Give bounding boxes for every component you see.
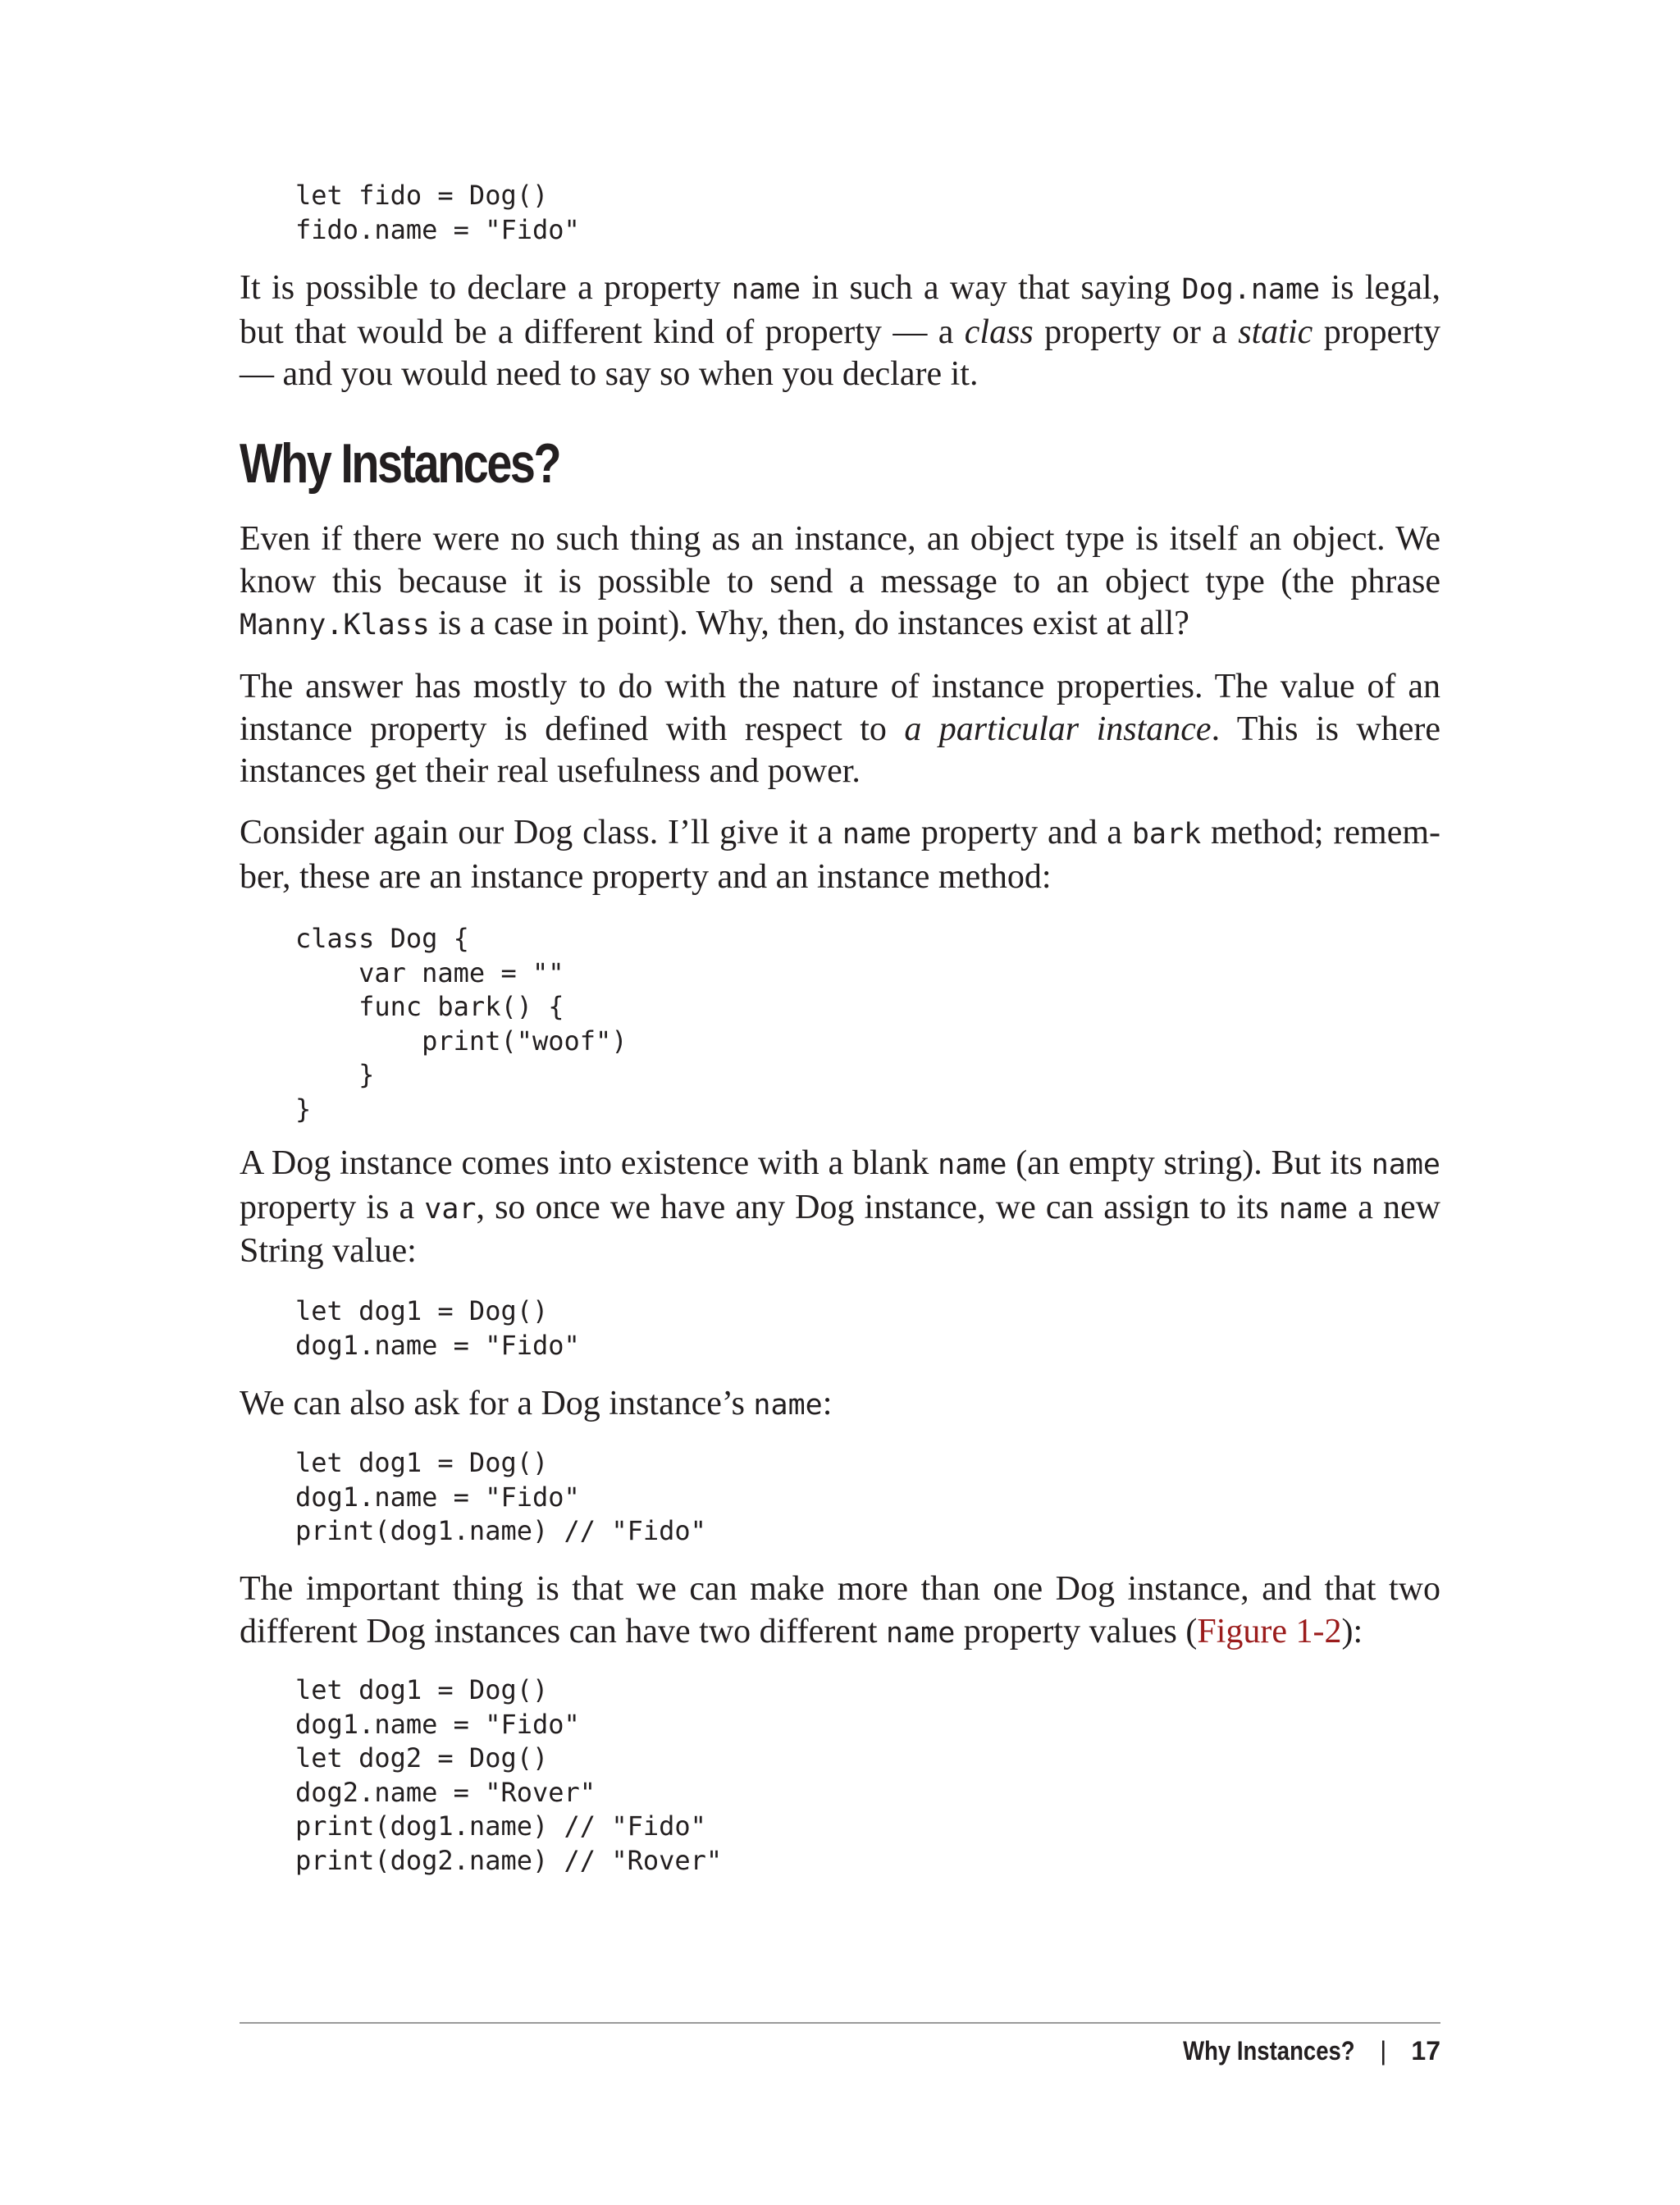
text: property or a [1033, 313, 1239, 351]
page-footer [1155, 2033, 1440, 2069]
emphasis: class [964, 313, 1034, 351]
figure-reference-link[interactable]: Figure 1-2 [1197, 1612, 1342, 1650]
section-heading: Why Instances? [240, 432, 560, 495]
paragraph-static-property [240, 267, 1440, 396]
inline-code: Manny.Klass [240, 609, 430, 641]
emphasis: a particular instance [904, 710, 1212, 748]
inline-code: name [753, 1389, 823, 1422]
text: Consider again our Dog class. I’ll give it a [240, 814, 842, 851]
text: property — and you would need to say so when you declare it. [240, 313, 1440, 393]
paragraph-instance-properties [240, 666, 1440, 793]
text: : [822, 1385, 833, 1422]
inline-code: var [424, 1192, 477, 1226]
code-block-two-dogs: let dog1 = Dog() dog1.name = "Fido" let dog2 = Dog() dog2.name = "Rover" print(dog1.name) // "Fido" print(dog2.name) // "Rover" [295, 1674, 723, 1876]
text: is a case in point). Why, then, do instances exist at all? [429, 605, 1189, 642]
inline-code: name [886, 1616, 956, 1650]
footer-separator: | [1380, 2036, 1387, 2066]
inline-code: name [842, 818, 912, 851]
text: A Dog instance comes into existence with a blank [240, 1144, 938, 1182]
text: property and a [911, 814, 1132, 851]
paragraph-dog-class [240, 812, 1440, 898]
footer-rule [240, 2022, 1440, 2024]
paragraph-two-instances [240, 1568, 1440, 1655]
inline-code: name [731, 273, 801, 306]
text: It is possible to declare a property [240, 269, 732, 307]
inline-code: Dog.name [1181, 273, 1321, 306]
text: . This is where instances get their real usefulness and power. [240, 710, 1440, 790]
code-block-fido: let fido = Dog() fido.name = "Fido" [295, 180, 580, 245]
text: ): [1341, 1612, 1363, 1650]
text: The answer has mostly to do with the nature of instance properties. The value of an instance property is defined with respect to [240, 668, 1440, 748]
inline-code: name [1371, 1148, 1440, 1181]
text: in such a way that saying [801, 269, 1182, 307]
code-block-ask-name: let dog1 = Dog() dog1.name = "Fido" print(dog1.name) // "Fido" [295, 1447, 706, 1546]
emphasis: static [1238, 313, 1313, 351]
inline-code: name [1278, 1192, 1349, 1226]
text: method; remem‐ ber, these are an instance property and an instance method: [240, 814, 1440, 896]
text: Even if there were no such thing as an instance, an object type is itself an object. We know this because it is possible to send a message to an object type (the phrase [240, 520, 1440, 600]
running-head: Why Instances? [1183, 2036, 1356, 2066]
text: a new String value: [240, 1188, 1440, 1270]
inline-code: name [938, 1148, 1007, 1181]
code-block-assign-name: let dog1 = Dog() dog1.name = "Fido" [295, 1295, 580, 1361]
text: The important thing is that we can make more than one Dog instance, and that two different Dog instances can have two different [240, 1570, 1440, 1650]
text: is legal, but that would be a different kind of property — a [240, 269, 1440, 351]
paragraph-ask-name [240, 1383, 1440, 1427]
paragraph-object-type [240, 518, 1440, 647]
text: , so once we have any Dog instance, we can assign to its [476, 1188, 1279, 1226]
inline-code: bark [1131, 818, 1202, 851]
code-block-dog-class: class Dog { var name = "" func bark() { print("woof") } } [295, 923, 628, 1125]
text: property is a [240, 1188, 425, 1226]
paragraph-blank-name [240, 1143, 1440, 1273]
text: property values ( [955, 1612, 1198, 1650]
text: (an empty string). But its [1007, 1144, 1372, 1182]
text: We can also ask for a Dog instance’s [240, 1385, 754, 1422]
page-number: 17 [1411, 2036, 1440, 2066]
